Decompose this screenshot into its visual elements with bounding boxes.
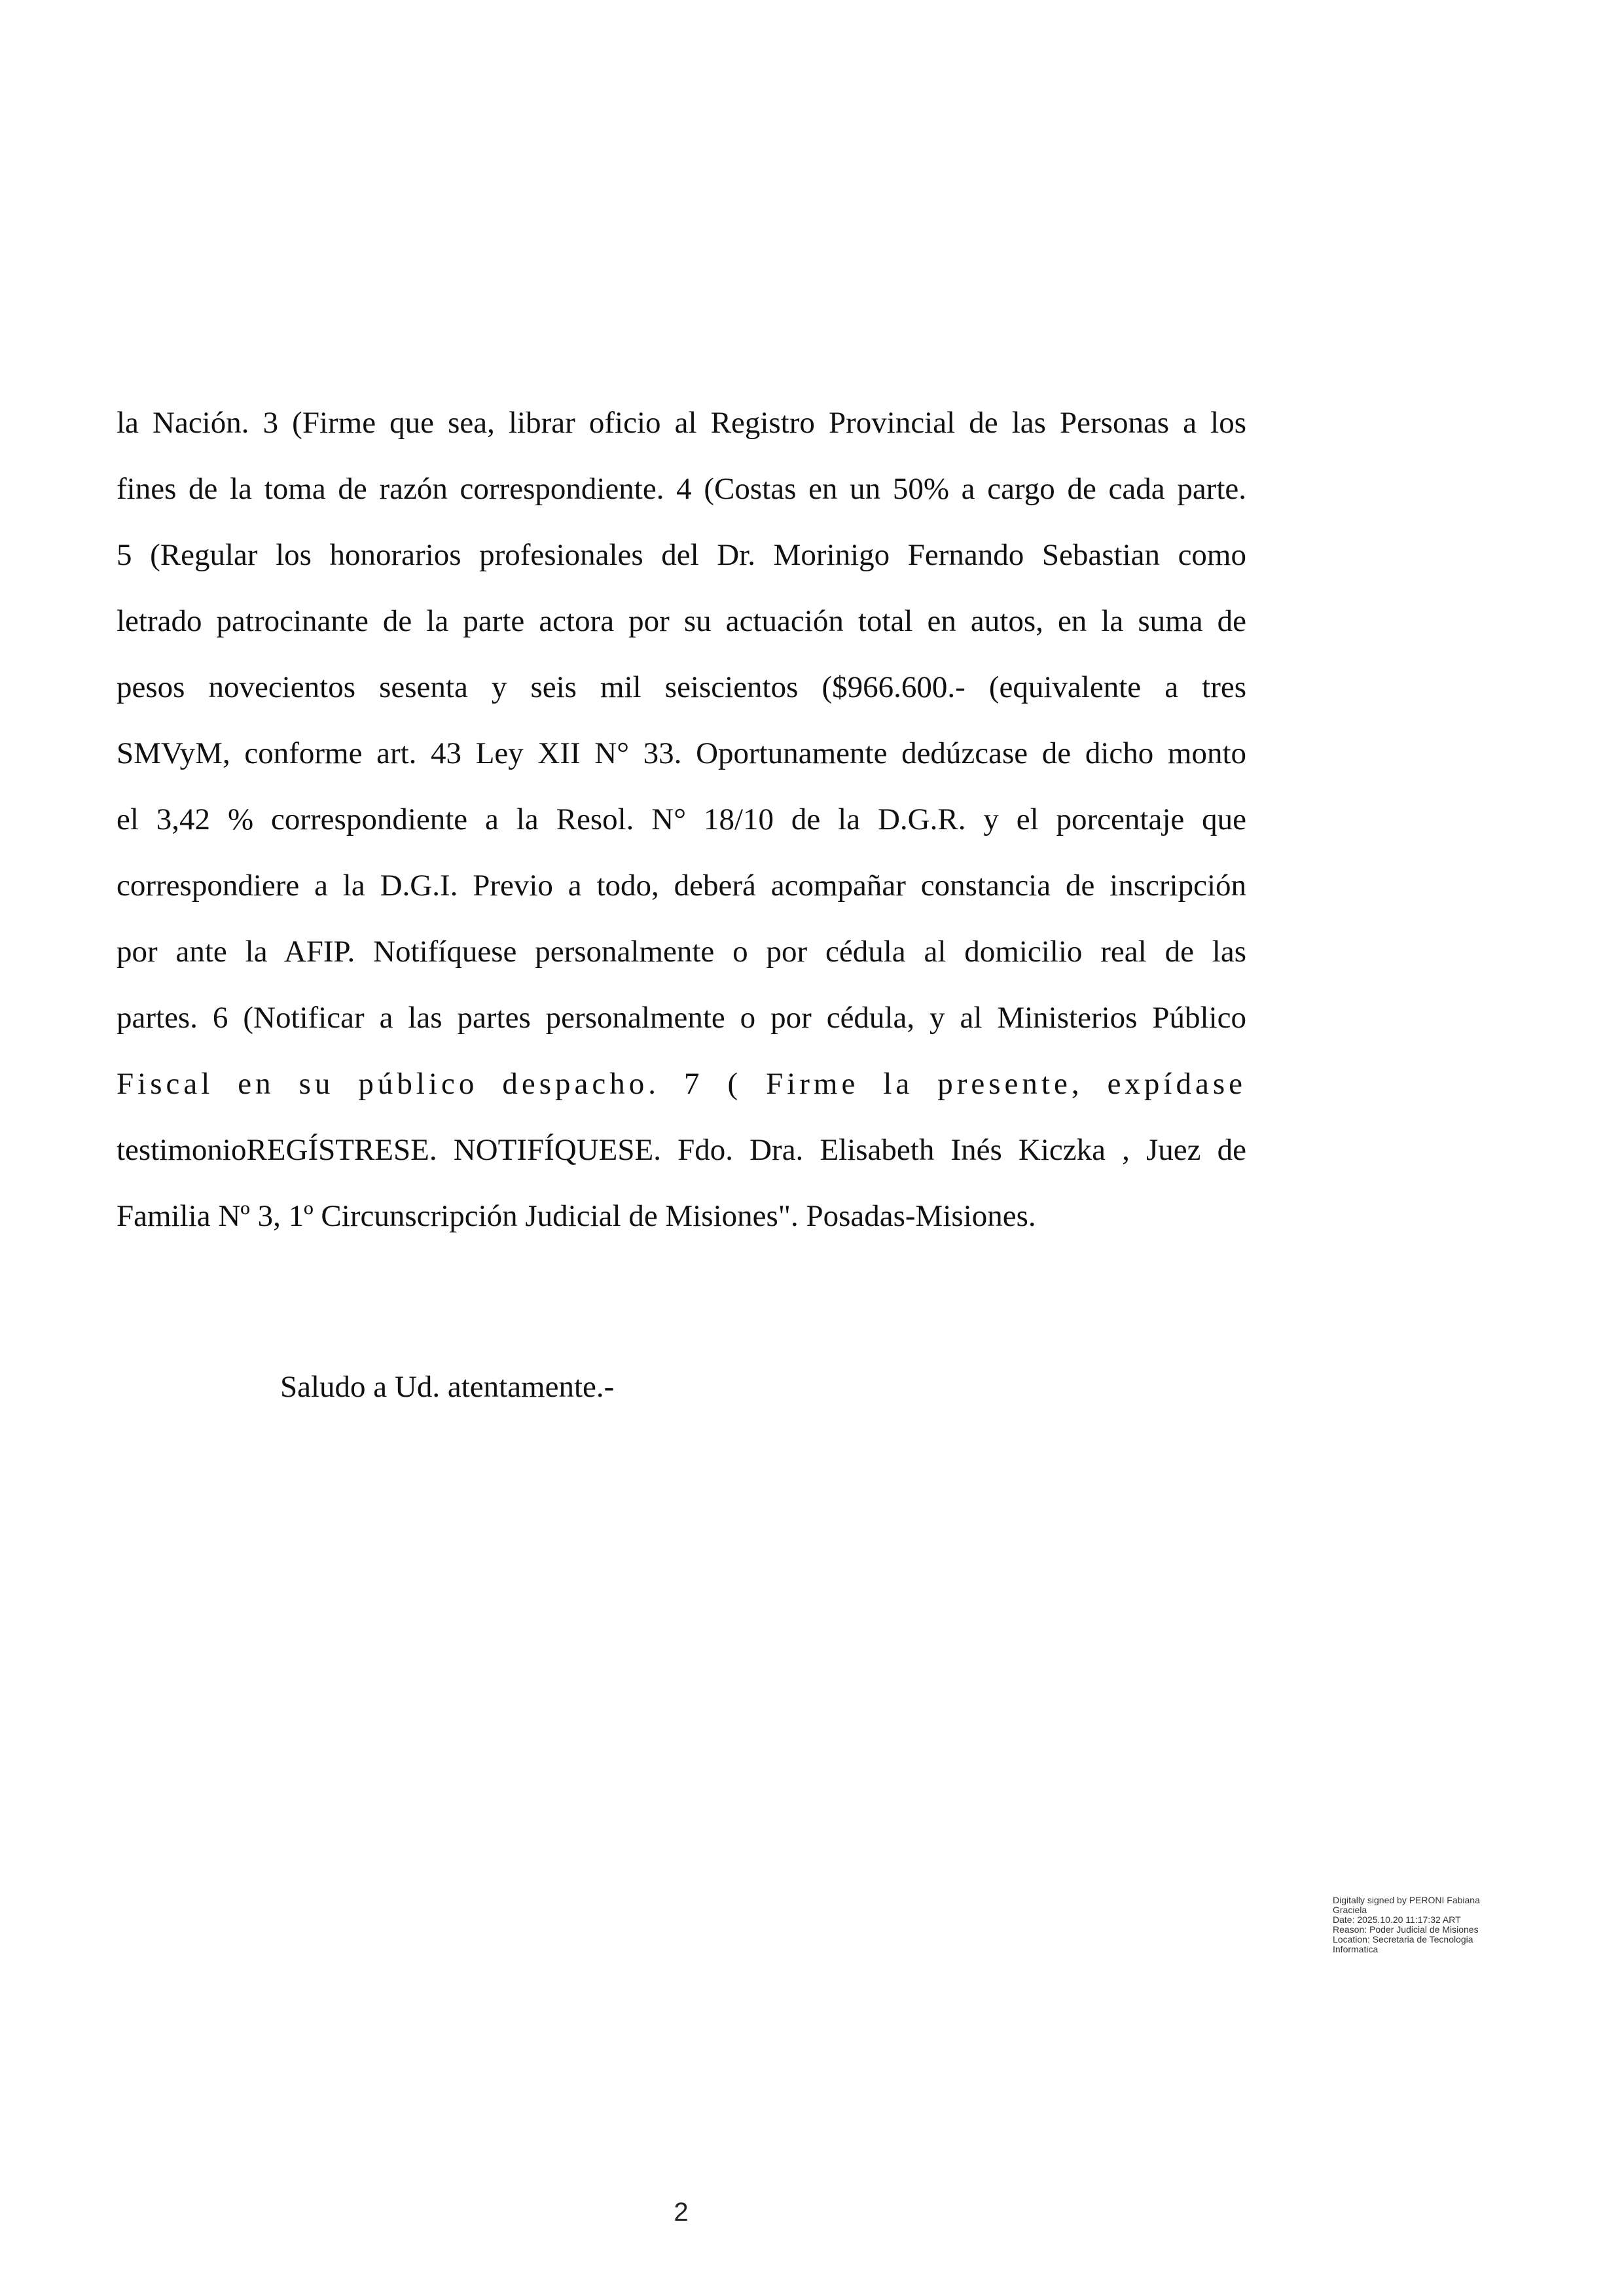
closing-salutation: Saludo a Ud. atentamente.-: [280, 1370, 615, 1404]
paragraph-line: pesos novecientos sesenta y seis mil seiscientos ($966.600.- (equivalente a tres: [117, 670, 1246, 704]
signature-signer-cont: Graciela: [1333, 1905, 1367, 1915]
signature-signer: Digitally signed by PERONI Fabiana: [1333, 1895, 1480, 1905]
paragraph-line: correspondiere a la D.G.I. Previo a todo, deberá acompañar constancia de inscripción: [117, 869, 1246, 903]
signature-date: Date: 2025.10.20 11:17:32 ART: [1333, 1914, 1461, 1925]
paragraph-line: Familia Nº 3, 1º Circunscripción Judicial de Misiones". Posadas-Misiones.: [117, 1199, 1036, 1233]
paragraph-line: fines de la toma de razón correspondiente. 4 (Costas en un 50% a cargo de cada parte.: [117, 472, 1246, 506]
paragraph-line: Fiscal en su público despacho. 7 ( Firme la presente, expídase: [117, 1067, 1246, 1101]
paragraph-line: el 3,42 % correspondiente a la Resol. N° 18/10 de la D.G.R. y el porcentaje que: [117, 802, 1246, 836]
signature-location-cont: Informatica: [1333, 1944, 1379, 1954]
paragraph-line: 5 (Regular los honorarios profesionales del Dr. Morinigo Fernando Sebastian como: [117, 538, 1246, 572]
paragraph-line: partes. 6 (Notificar a las partes personalmente o por cédula, y al Ministerios Público: [117, 1001, 1246, 1035]
paragraph-line: letrado patrocinante de la parte actora por su actuación total en autos, en la suma de: [117, 604, 1246, 638]
paragraph-line: por ante la AFIP. Notifíquese personalmente o por cédula al domicilio real de las: [117, 935, 1246, 969]
body-paragraph: [117, 390, 1246, 1249]
page-number: 2: [674, 2198, 689, 2227]
paragraph-line: testimonioREGÍSTRESE. NOTIFÍQUESE. Fdo. Dra. Elisabeth Inés Kiczka , Juez de: [117, 1133, 1246, 1167]
paragraph-line: SMVyM, conforme art. 43 Ley XII N° 33. Oportunamente dedúzcase de dicho monto: [117, 736, 1246, 770]
paragraph-line: la Nación. 3 (Firme que sea, librar oficio al Registro Provincial de las Personas a los: [117, 406, 1246, 440]
signature-reason: Reason: Poder Judicial de Misiones: [1333, 1924, 1479, 1935]
signature-location: Location: Secretaria de Tecnologia: [1333, 1934, 1473, 1945]
digital-signature-block: [1333, 1895, 1529, 1954]
